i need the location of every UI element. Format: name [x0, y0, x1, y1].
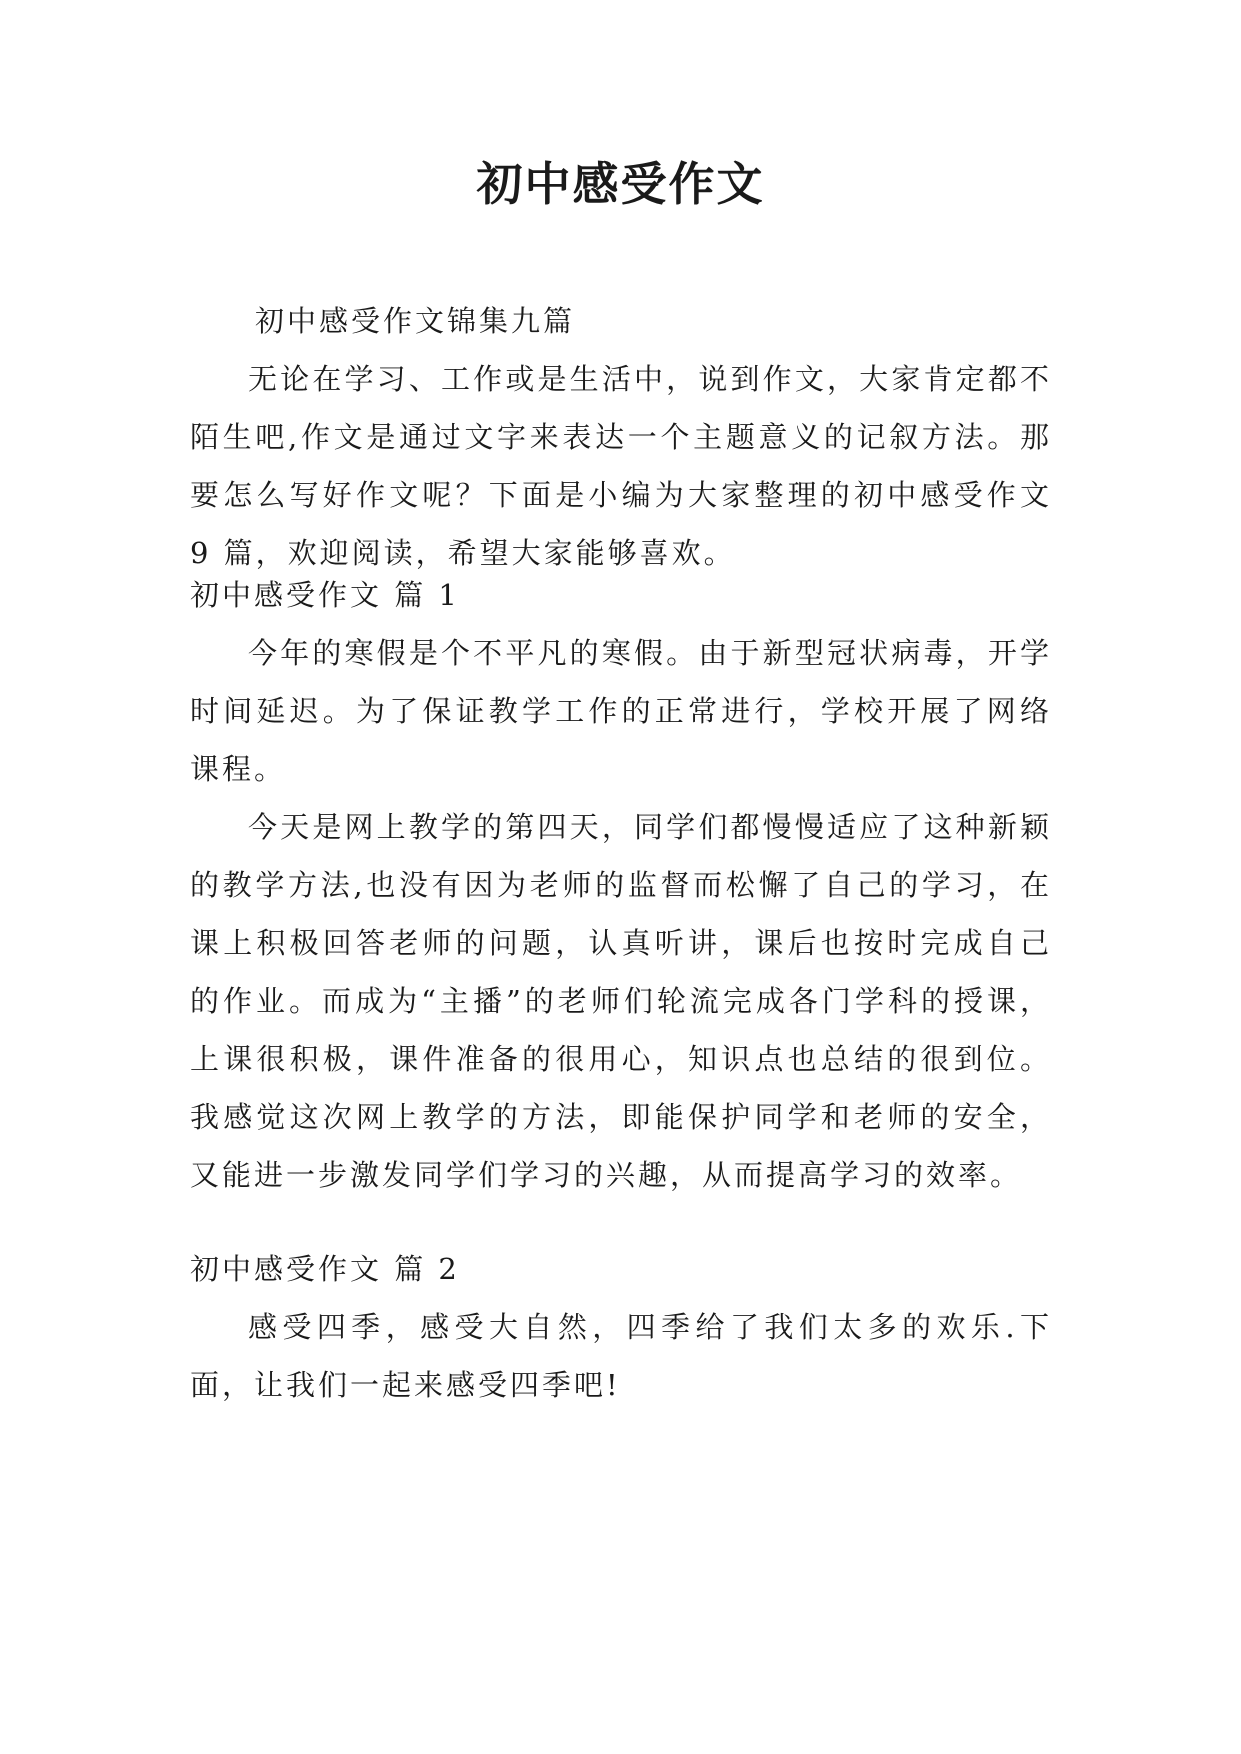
- section-heading: 初中感受作文 篇 2: [190, 1252, 460, 1286]
- intro-paragraph: 无论在学习、工作或是生活中，说到作文，大家肯定都不陌生吧,作文是通过文字来表达一个主题意义的记叙方法。那要怎么写好作文呢？下面是小编为大家整理的初中感受作文 9 篇，欢迎阅读，希望大家能够喜欢。: [190, 362, 1052, 570]
- section-body: [190, 1298, 1052, 1414]
- section-paragraph: 感受四季，感受大自然，四季给了我们太多的欢乐.下面，让我们一起来感受四季吧!: [190, 1310, 1052, 1402]
- document-title: 初中感受作文: [476, 157, 765, 211]
- intro-block: [190, 310, 1052, 582]
- section-heading: 初中感受作文 篇 1: [190, 578, 460, 612]
- section-paragraph: 今天是网上教学的第四天，同学们都慢慢适应了这种新颖的教学方法,也没有因为老师的监督而松懈了自己的学习，在课上积极回答老师的问题，认真听讲，课后也按时完成自己的作业。而成为“主播”的老师们轮流完成各门学科的授课，上课很积极，课件准备的很用心，知识点也总结的很到位。我感觉这次网上教学的方法，即能保护同学和老师的安全，又能进一步激发同学们学习的兴趣，从而提高学习的效率。: [190, 810, 1052, 1192]
- section-paragraph: 今年的寒假是个不平凡的寒假。由于新型冠状病毒，开学时间延迟。为了保证教学工作的正常进行，学校开展了网络课程。: [190, 636, 1052, 786]
- section-body: [190, 624, 1052, 1204]
- document-subtitle: 初中感受作文锦集九篇: [255, 304, 576, 338]
